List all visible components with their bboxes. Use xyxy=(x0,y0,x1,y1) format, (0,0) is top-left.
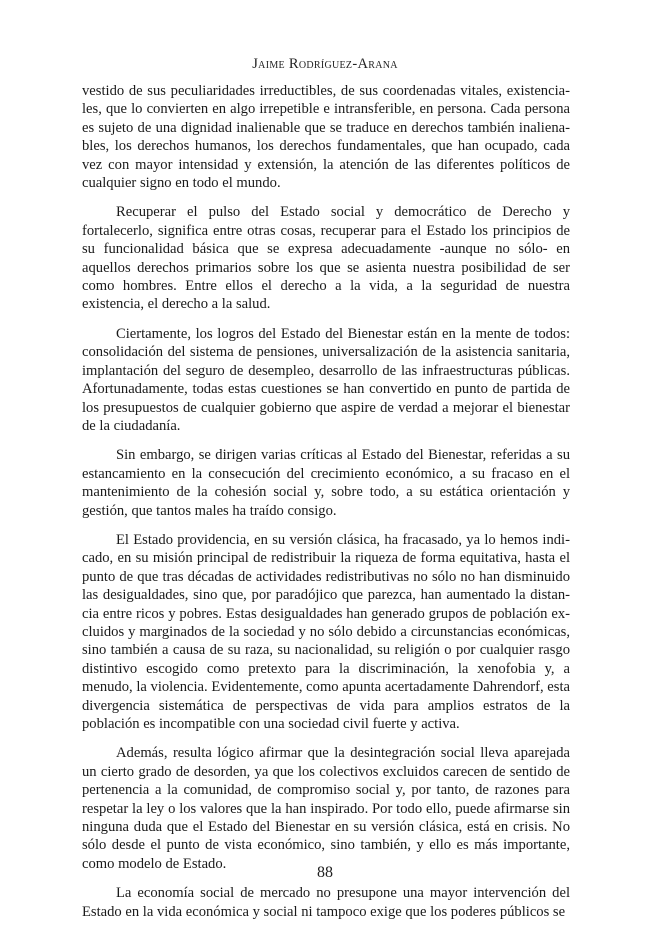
paragraph-7: La economía social de mercado no presupone una mayor intervención del Estado en la vida económica y social ni tampoco exige que los poderes públicos se xyxy=(82,885,570,920)
paragraph-5: El Estado providencia, en su versión clásica, ha fracasado, ya lo hemos indicado, en su misión principal de redistribuir la riqueza de forma equitativa, hasta el punto de que tras décadas de actividades redistributivas no sólo no han disminuido las desigualdades, sino que, por paradójico que parezca, han aumentado la distancia entre ricos y pobres. Estas desigualdades han generado grupos de población excluidos y marginados de la sociedad y no sólo debido a circunstancias económicas, sino también a causa de su raza, su nacionalidad, su religión o por cualquier rasgo distintivo escogido como pretexto para la discriminación, la xenofobia y, a menudo, la violencia. Evidentemente, como apunta acertadamente Dahrendorf, esta divergencia sistemática de perspectivas de vida para amplios estratos de la población es incompatible con una sociedad civil fuerte y activa. xyxy=(82,531,570,732)
paragraph-6: Además, resulta lógico afirmar que la desintegración social lleva aparejada un cierto grado de desorden, ya que los colectivos excluidos carecen de sentido de pertenencia a la comunidad, de compromiso social y, por tanto, de razones para respetar la ley o los valores que la han inspirado. Por todo ello, puede afirmarse sin ninguna duda que el Estado del Bienestar en su versión clásica, está en crisis. No sólo desde el punto de vista económico, sino también, y ello es más importante, como modelo de Estado. xyxy=(82,745,570,872)
paragraph-2: Recuperar el pulso del Estado social y democrático de Derecho y fortalecerlo, significa entre otras cosas, recuperar para el Estado los principios de su funcionalidad básica que se expresa adecuadamente -aunque no sólo- en aquellos derechos primarios sobre los que se asienta nuestra posibilidad de ser como hombres. Entre ellos el derecho a la vida, a la seguridad de nuestra existencia, el derecho a la salud. xyxy=(82,204,570,313)
body-text xyxy=(82,82,570,932)
running-header: Jaime Rodríguez-Arana xyxy=(252,56,398,72)
paragraph-4: Sin embargo, se dirigen varias críticas al Estado del Bienestar, referidas a su estancamiento en la consecución del crecimiento económico, a su fracaso en el mantenimiento de la cohesión social y, sobre todo, a su estática orientación y gestión, que tantos males ha traído consigo. xyxy=(82,447,570,519)
paragraph-1: vestido de sus peculiaridades irreductibles, de sus coordenadas vitales, existenciales, que lo convierten en algo irrepetible e intransferible, en persona. Cada persona es sujeto de una dignidad inalienable que se traduce en derechos también inalienables, los derechos humanos, los derechos fundamentales, que han ocupado, cada vez con mayor intensidad y extensión, la atención de las diferentes políticos de cualquier signo en todo el mundo. xyxy=(82,83,570,192)
paragraph-3: Ciertamente, los logros del Estado del Bienestar están en la mente de todos: consolidación del sistema de pensiones, universalización de la asistencia sanitaria, implantación del seguro de desempleo, desarrollo de las infraestructuras públicas. Afortunadamente, todas estas cuestiones se han convertido en punto de partida de los presupuestos de cualquier gobierno que aspire de verdad a mejorar el bienestar de la ciudadanía. xyxy=(82,325,570,434)
page-number: 88 xyxy=(317,864,333,881)
